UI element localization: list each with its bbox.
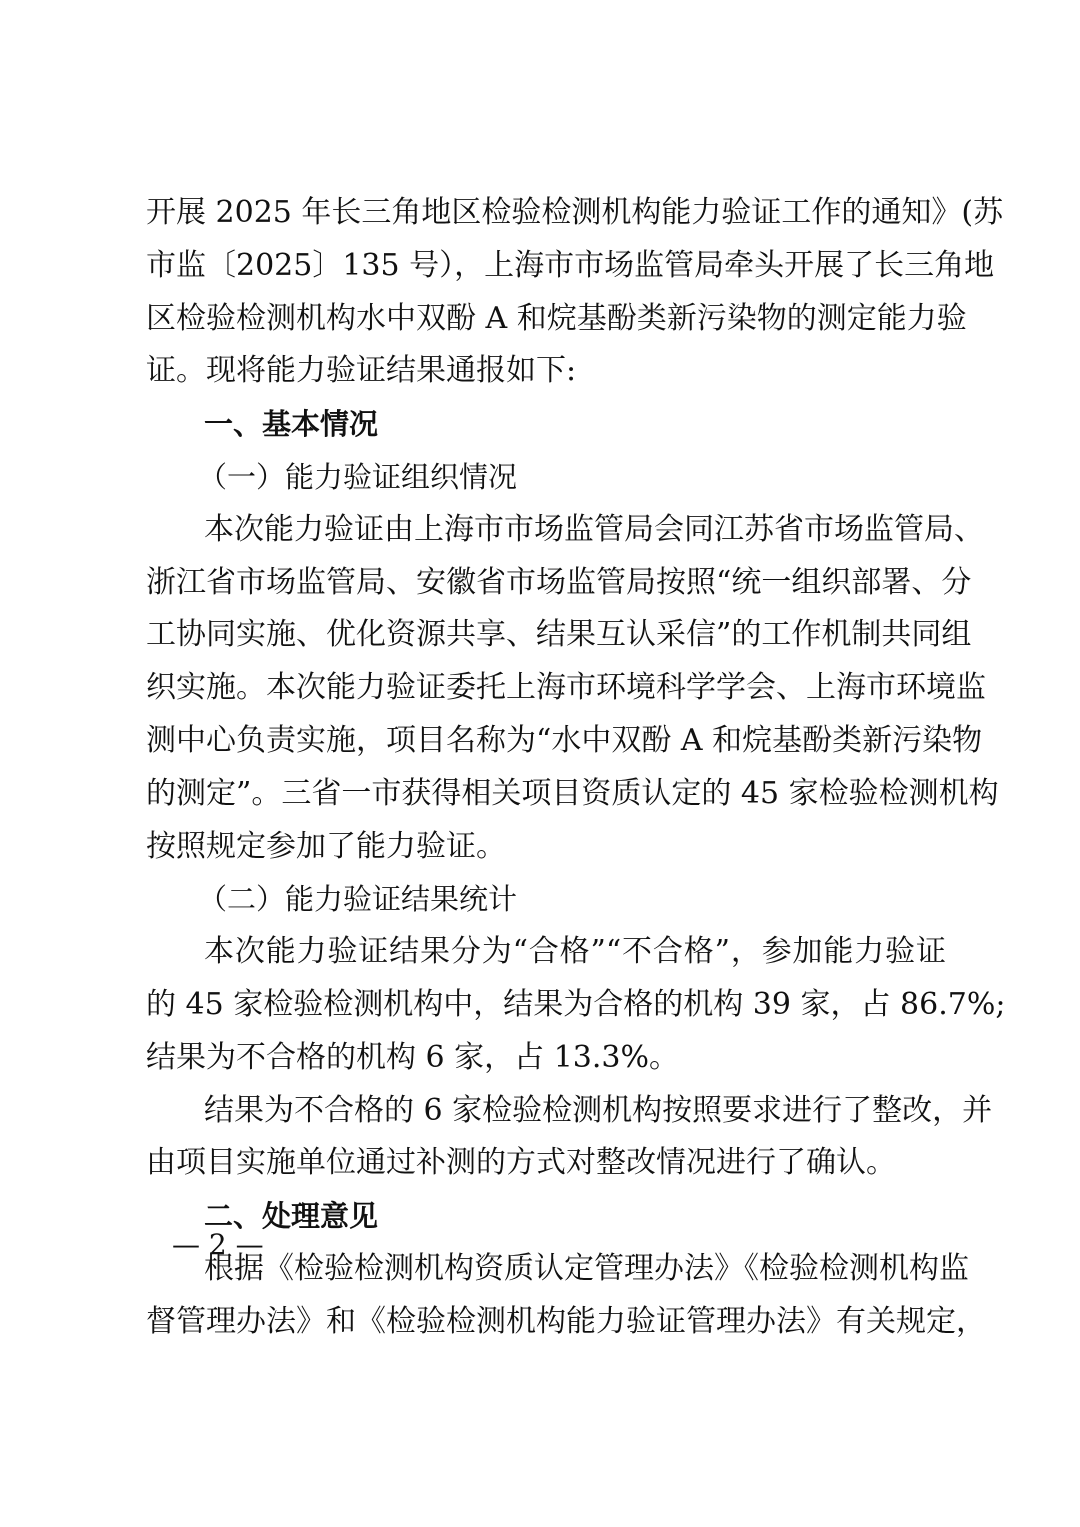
paragraph-line: 工协同实施、优化资源共享、结果互认采信”的工作机制共同组 [146,617,972,653]
paragraph-line: 本次能力验证由上海市市场监管局会同江苏省市场监管局、 [204,511,984,547]
paragraph-line: 结果为不合格的 6 家检验检测机构按照要求进行了整改，并 [204,1092,993,1128]
subsection-heading-statistics: （二）能力验证结果统计 [198,882,518,917]
paragraph-line: 由项目实施单位通过补测的方式对整改情况进行了确认。 [146,1145,896,1181]
paragraph-line: 开展 2025 年长三角地区检验检测机构能力验证工作的通知》(苏 [146,195,1004,230]
paragraph-line: 结果为不合格的机构 6 家，占 13.3%。 [146,1039,679,1075]
paragraph-line: 根据《检验检测机构资质认定管理办法》《检验检测机构监 [204,1250,969,1286]
paragraph-line: 测中心负责实施，项目名称为“水中双酚 A 和烷基酚类新污染物 [146,722,983,758]
body-text [146,187,1006,1349]
section-heading-handling-opinions: 二、处理意见 [204,1199,379,1234]
subsection-heading-organization: （一）能力验证组织情况 [198,459,518,494]
paragraph-line: 区检验检测机构水中双酚 A 和烷基酚类新污染物的测定能力验 [146,300,967,336]
section-heading-basic-situation: 一、基本情况 [204,407,379,442]
paragraph-line: 织实施。本次能力验证委托上海市环境科学学会、上海市环境监 [146,670,986,706]
paragraph-line: 证。现将能力验证结果通报如下: [146,353,577,389]
paragraph-line: 的 45 家检验检测机构中，结果为合格的机构 39 家，占 86.7%; [146,986,1006,1022]
page-number: — 2 — [172,1228,264,1261]
paragraph-line: 本次能力验证结果分为“合格”“不合格”，参加能力验证 [204,934,946,970]
paragraph-line: 的测定”。三省一市获得相关项目资质认定的 45 家检验检测机构 [146,775,999,811]
paragraph-line: 督管理办法》和《检验检测机构能力验证管理办法》有关规定， [146,1303,986,1339]
paragraph-line: 按照规定参加了能力验证。 [146,828,506,864]
paragraph-line: 浙江省市场监管局、安徽省市场监管局按照“统一组织部署、分 [146,564,972,600]
paragraph-line: 市监〔2025〕135 号），上海市市场监管局牵头开展了长三角地 [146,247,995,283]
